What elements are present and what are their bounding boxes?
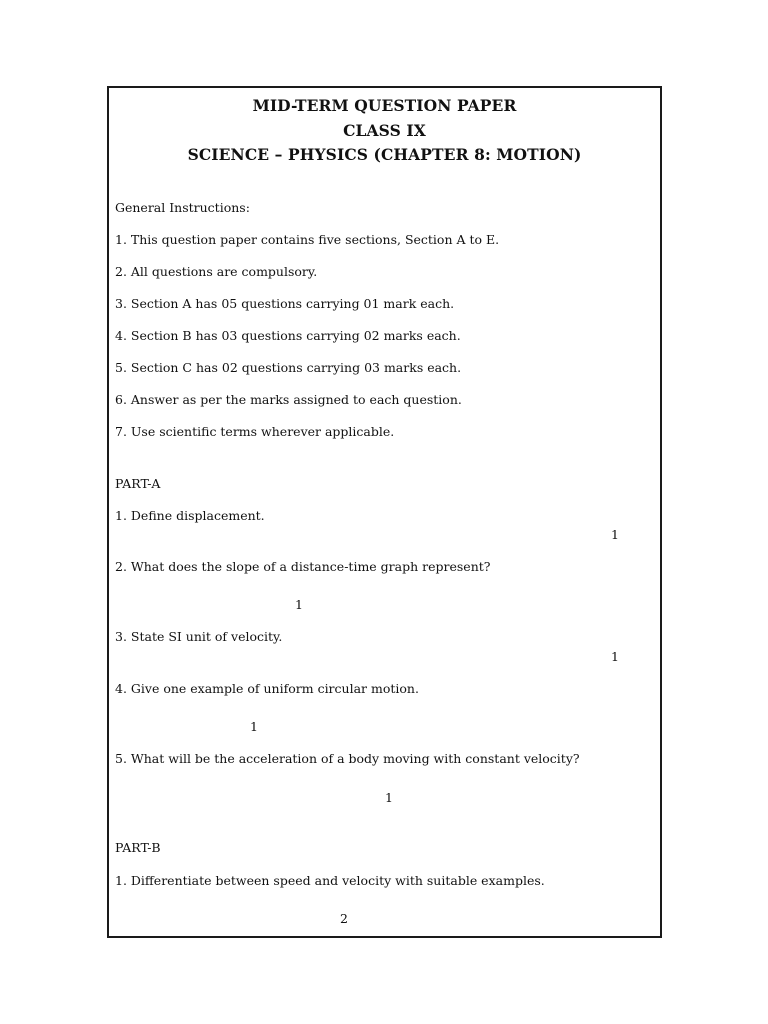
class-label: CLASS IX [343, 121, 426, 140]
instruction-item: 5. Section C has 02 questions carrying 03 marks each. [115, 360, 462, 375]
instruction-item: 2. All questions are compulsory. [115, 264, 318, 279]
instructions-heading: General Instructions: [115, 200, 250, 215]
instruction-item: 1. This question paper contains five sections, Section A to E. [115, 232, 500, 247]
instruction-item: 3. Section A has 05 questions carrying 01 mark each. [115, 296, 455, 311]
instruction-item: 4. Section B has 03 questions carrying 02 marks each. [115, 328, 461, 343]
question-text: 4. Give one example of uniform circular motion. [115, 681, 419, 696]
question-text: 2. What does the slope of a distance-time graph represent? [115, 559, 491, 574]
question-text: 3. State SI unit of velocity. [115, 629, 283, 644]
question-marks: 1 [250, 719, 258, 734]
question-text: 5. What will be the acceleration of a body moving with constant velocity? [115, 751, 580, 766]
part-a-heading: PART-A [115, 476, 161, 491]
subject-heading: SCIENCE – PHYSICS (CHAPTER 8: MOTION) [187, 145, 582, 164]
question-text: 1. Define displacement. [115, 508, 265, 523]
paper-title: MID-TERM QUESTION PAPER [252, 96, 517, 115]
question-paper [107, 86, 662, 938]
question-marks: 1 [295, 597, 303, 612]
question-marks: 1 [611, 527, 619, 542]
question-marks: 2 [340, 911, 348, 926]
question-marks: 1 [611, 649, 619, 664]
instruction-item: 6. Answer as per the marks assigned to each question. [115, 392, 462, 407]
question-marks: 1 [385, 790, 393, 805]
part-b-heading: PART-B [115, 840, 161, 855]
question-text: 1. Differentiate between speed and velocity with suitable examples. [115, 873, 545, 888]
instruction-item: 7. Use scientific terms wherever applicable. [115, 424, 395, 439]
